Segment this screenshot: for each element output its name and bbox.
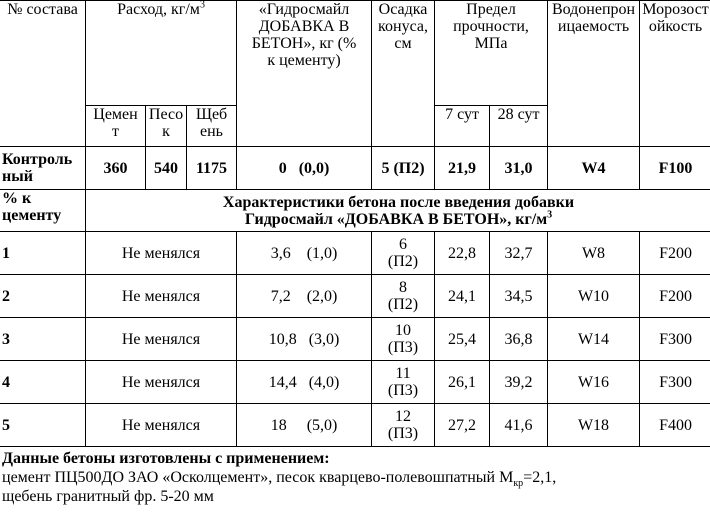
section-title-line1: Характеристики бетона после введения добавки	[222, 193, 575, 211]
row-consumption: Не менялся	[86, 275, 237, 318]
header-subrow	[0, 106, 710, 147]
row-pct: 4	[0, 361, 86, 404]
row-frost-resistance: F300	[640, 361, 710, 404]
row-consumption: Не менялся	[86, 232, 237, 275]
control-frost-resistance: F100	[640, 147, 710, 190]
note-line-1	[2, 468, 708, 490]
table-row	[0, 275, 710, 318]
table-row	[0, 361, 710, 404]
control-slump: 5 (П2)	[372, 147, 435, 190]
control-gravel: 1175	[187, 147, 237, 190]
row-strength-28: 36,8	[490, 318, 548, 361]
header-composition-no: № состава	[0, 1, 86, 106]
header-sand: Песок	[146, 106, 187, 147]
control-water-resistance: W4	[548, 147, 640, 190]
row-slump-class: (П3)	[387, 339, 419, 356]
row-water-resistance: W14	[548, 318, 640, 361]
row-strength-28: 32,7	[490, 232, 548, 275]
control-label: Контрольный	[0, 147, 86, 190]
row-additive: 18 (5,0)	[237, 404, 372, 447]
row-consumption: Не менялся	[86, 318, 237, 361]
row-slump	[372, 318, 435, 361]
header-row	[0, 1, 710, 106]
header-consumption	[86, 1, 237, 106]
row-slump-value: 6	[399, 236, 408, 253]
note-title: Данные бетоны изготовлены с применением:	[2, 450, 330, 467]
row-strength-7: 26,1	[435, 361, 490, 404]
section-title-line2-wrap	[88, 211, 709, 228]
control-cement: 360	[86, 147, 146, 190]
row-strength-7: 24,1	[435, 275, 490, 318]
row-strength-7: 22,8	[435, 232, 490, 275]
header-cement: Цемент	[86, 106, 146, 147]
header-consumption-text: Расход, кг/м	[117, 1, 200, 18]
note-line-2: щебень гранитный фр. 5-20 мм	[2, 488, 214, 505]
row-strength-28: 41,6	[490, 404, 548, 447]
row-additive: 3,6 (1,0)	[237, 232, 372, 275]
row-pct: 3	[0, 318, 86, 361]
row-water-resistance: W10	[548, 275, 640, 318]
row-pct: 2	[0, 275, 86, 318]
row-frost-resistance: F400	[640, 404, 710, 447]
row-slump-value: 10	[395, 322, 412, 339]
table-row	[0, 232, 710, 275]
header-empty-cell	[0, 106, 86, 147]
row-slump-class: (П3)	[387, 425, 419, 442]
header-strength: Предел прочности, МПа	[435, 1, 548, 106]
control-strength-7: 21,9	[435, 147, 490, 190]
row-slump-class: (П2)	[387, 253, 419, 270]
row-water-resistance: W16	[548, 361, 640, 404]
header-empty-cell	[548, 106, 640, 147]
header-frost-resistance: Морозостойкость	[640, 1, 710, 106]
row-slump-value: 8	[399, 279, 408, 296]
header-28-days: 28 сут	[490, 106, 548, 147]
row-pct: 5	[0, 404, 86, 447]
row-slump-value: 11	[395, 365, 411, 382]
header-water-resistance: Водонепроницаемость	[548, 1, 640, 106]
note-line-1-subscript: кр	[513, 478, 524, 490]
section-title	[86, 190, 710, 232]
row-strength-28: 39,2	[490, 361, 548, 404]
header-gravel: Щебень	[187, 106, 237, 147]
section-title-unit: 3	[547, 209, 553, 221]
row-strength-7: 27,2	[435, 404, 490, 447]
row-strength-28: 34,5	[490, 275, 548, 318]
control-additive: 0 (0,0)	[237, 147, 372, 190]
header-7-days: 7 сут	[435, 106, 490, 147]
header-slump: Осадка конуса, см	[372, 1, 435, 106]
header-empty-cell	[372, 106, 435, 147]
section-title-line2: Гидросмайл «ДОБАВКА В БЕТОН», кг/м	[244, 210, 548, 228]
row-slump	[372, 361, 435, 404]
row-water-resistance: W18	[548, 404, 640, 447]
header-empty-cell	[237, 106, 372, 147]
row-pct: 1	[0, 232, 86, 275]
row-slump-class: (П3)	[387, 382, 419, 399]
row-additive: 14,4 (4,0)	[237, 361, 372, 404]
control-sand: 540	[146, 147, 187, 190]
section-row	[0, 190, 710, 232]
header-empty-cell	[640, 106, 710, 147]
section-pct-label: % к цементу	[0, 190, 86, 232]
row-additive: 7,2 (2,0)	[237, 275, 372, 318]
row-frost-resistance: F300	[640, 318, 710, 361]
header-consumption-unit: 3	[199, 0, 205, 11]
row-consumption: Не менялся	[86, 404, 237, 447]
control-strength-28: 31,0	[490, 147, 548, 190]
row-slump	[372, 404, 435, 447]
note-line-1-text: цемент ПЦ500ДО ЗАО «Осколцемент», песок кварцево-полевошпатный М	[2, 469, 514, 486]
row-slump-value: 12	[395, 408, 412, 425]
row-consumption: Не менялся	[86, 361, 237, 404]
materials-note	[0, 447, 710, 506]
note-line-1-end: =2,1,	[523, 469, 557, 486]
header-additive: «Гидросмайл ДОБАВКА В БЕТОН», кг (% к цементу)	[237, 1, 372, 106]
row-slump	[372, 275, 435, 318]
row-slump-class: (П2)	[387, 296, 419, 313]
table-row	[0, 318, 710, 361]
row-water-resistance: W8	[548, 232, 640, 275]
row-frost-resistance: F200	[640, 232, 710, 275]
row-frost-resistance: F200	[640, 275, 710, 318]
table-row	[0, 404, 710, 447]
row-additive: 10,8 (3,0)	[237, 318, 372, 361]
control-row	[0, 147, 710, 190]
row-strength-7: 25,4	[435, 318, 490, 361]
row-slump	[372, 232, 435, 275]
